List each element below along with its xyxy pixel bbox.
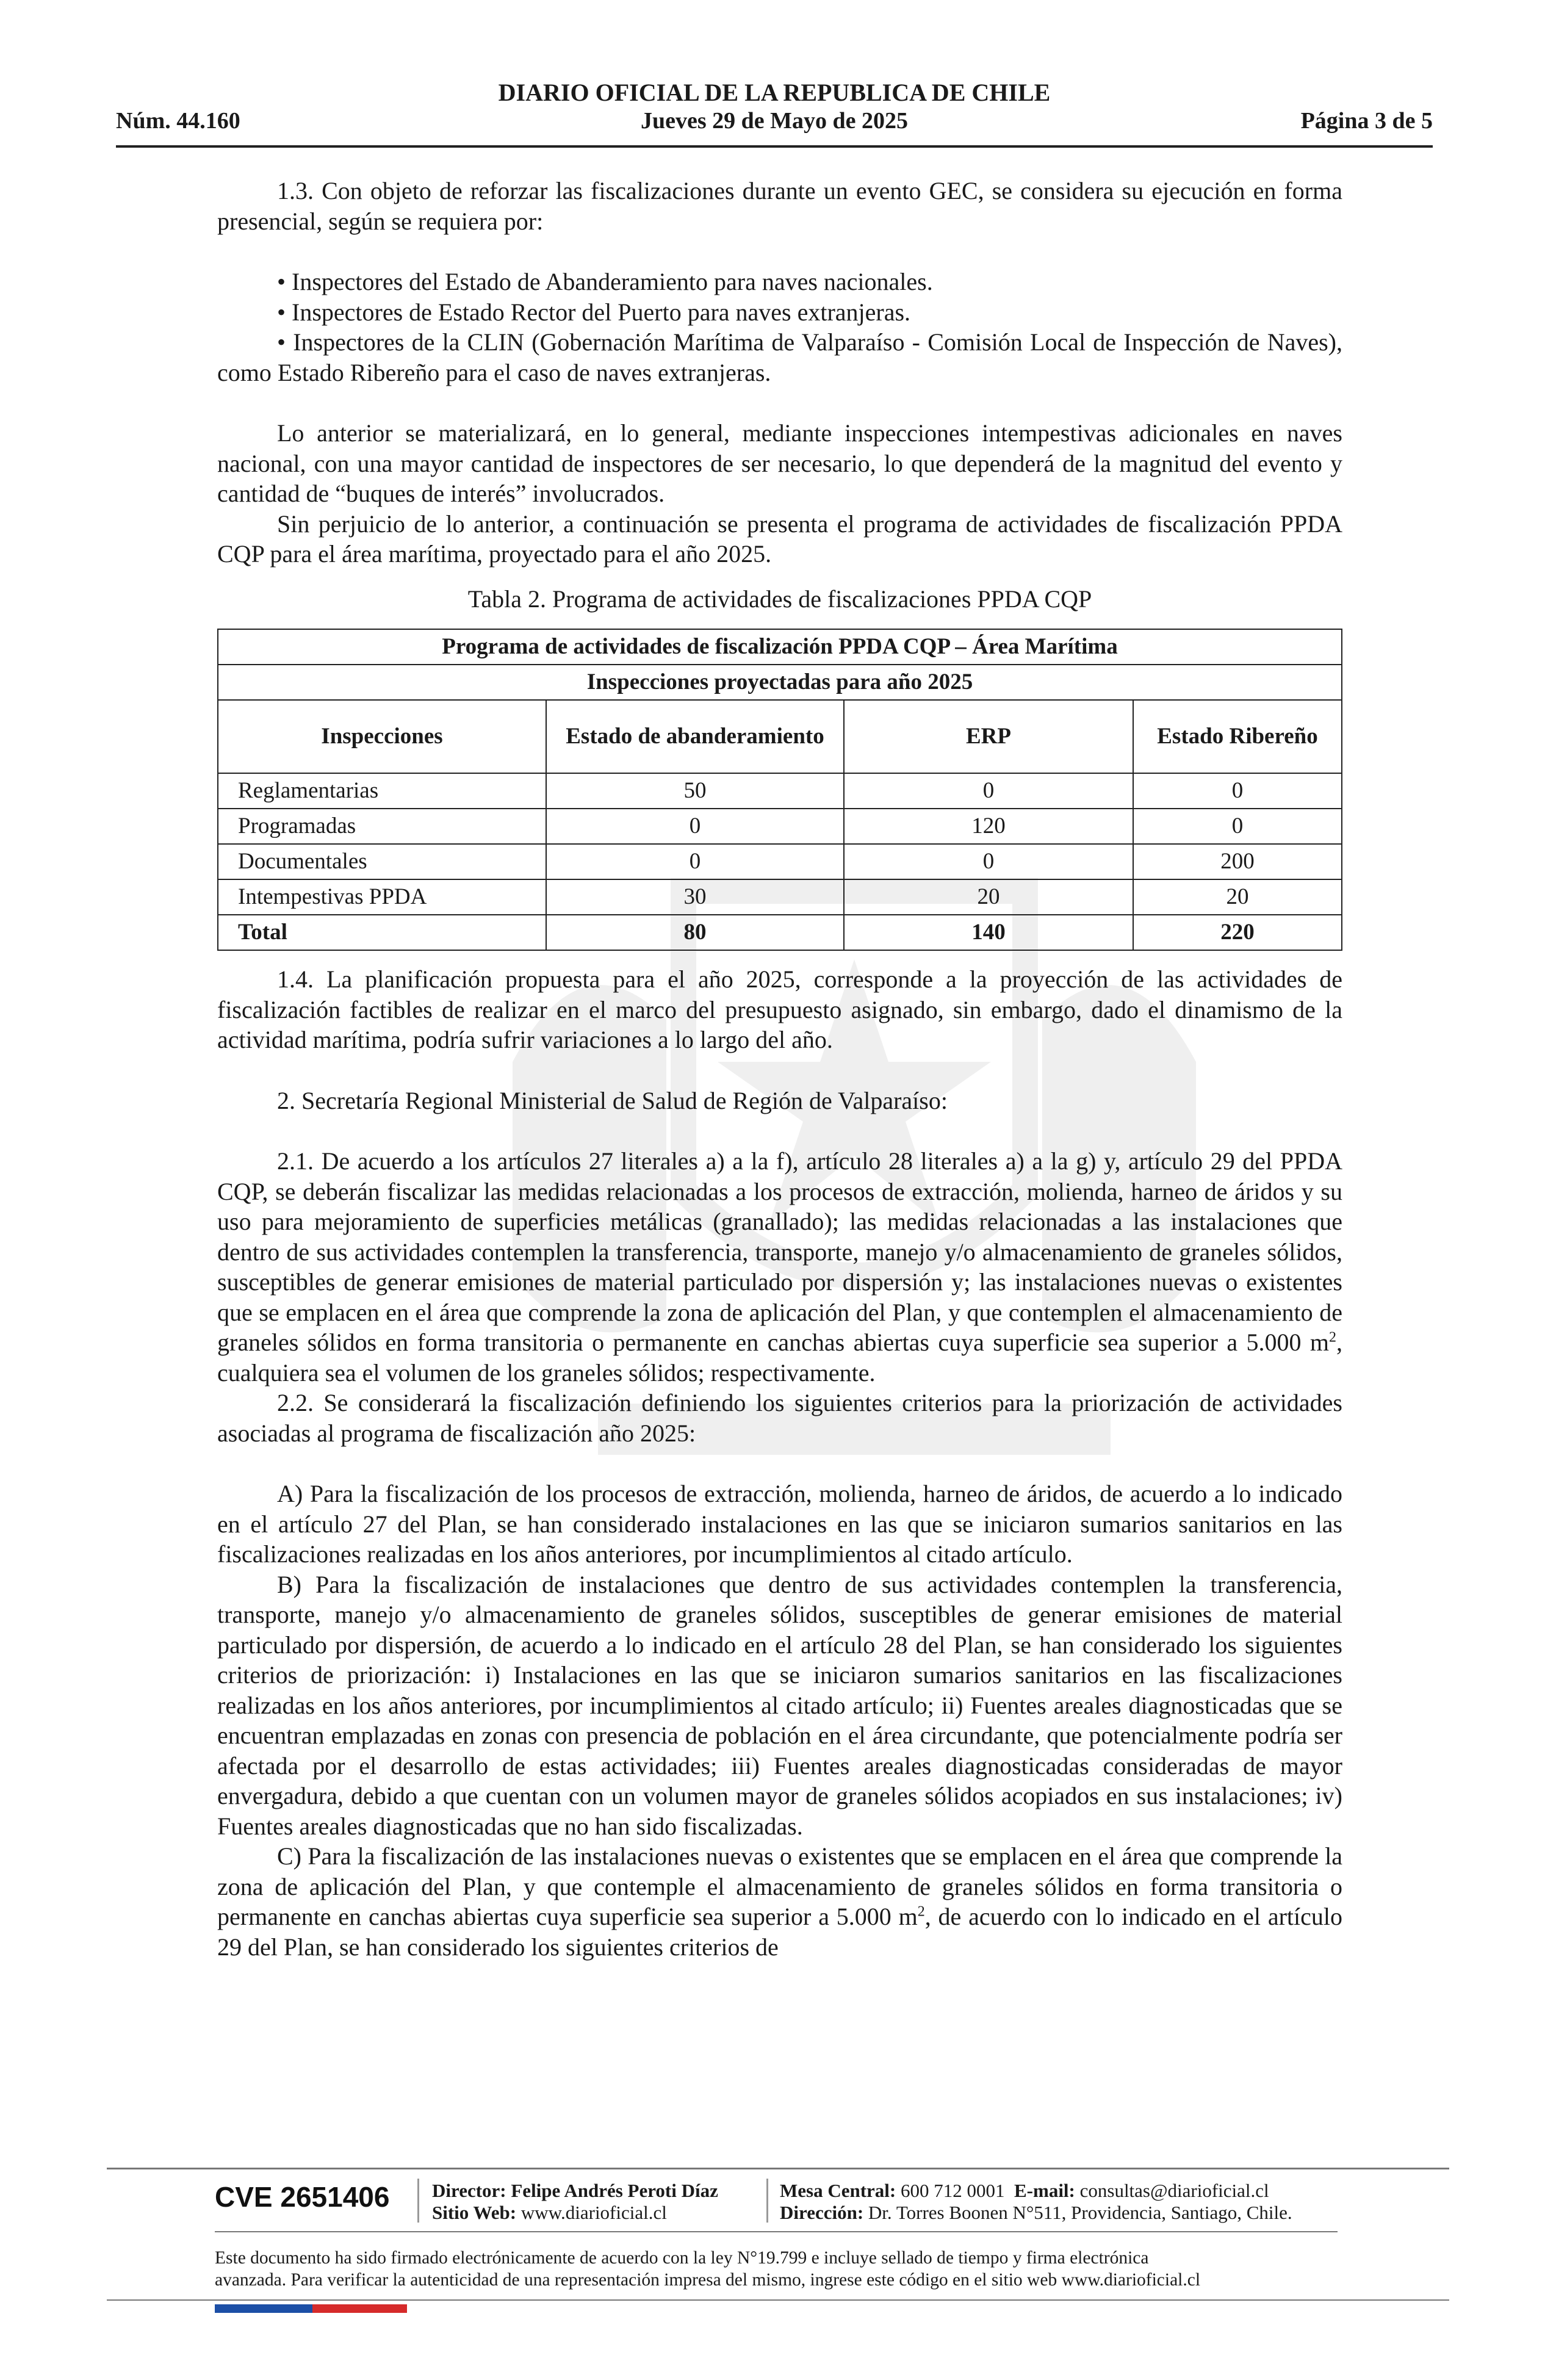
paragraph-b: B) Para la fiscalización de instalaciones que dentro de sus actividades contemplen la transferencia, transporte, manejo y/o almacenamiento de graneles sólidos, susceptibles de generar emisiones de material particulado por dispersión, de acuerdo a lo indicado en el artículo 28 del Plan, se han considerado los siguientes criterios de priorización: i) Instalaciones en las que se iniciaron sumarios sanitarios en las fiscalizaciones realizadas en los años anteriores, por incumplimientos al citado artículo; ii) Fuentes areales diagnosticadas que se encuentran emplazadas en zonas con presencia de población en el área circundante, que potencialmente podría ser afectada por el desarrollo de estas actividades; iii) Fuentes areales diagnosticadas consideradas de mayor envergadura, debido a que cuentan con un volumen mayor de graneles sólidos acopiados en sus instalaciones; iv) Fuentes areales diagnosticadas que no han sido fiscalizadas. — [217, 1570, 1342, 1840]
issue-number: Núm. 44.160 — [116, 108, 240, 134]
paragraph-2-1-text: 2.1. De acuerdo a los artículos 27 literales a) a la f), artículo 28 literales a) a la g) y, artículo 29 del PPDA CQP, se deberán fiscalizar las medidas relacionadas a los procesos de extracción, molienda, harneo de áridos y su uso para mejoramiento de superficies metálicas (granallado); las medidas relacionadas a las instalaciones que dentro de sus actividades contemplen la transferencia, transporte, manejo y/o almacenamiento de graneles sólidos, susceptibles de generar emisiones de material particulado por dispersión y; las instalaciones nuevas o existentes que se emplacen en el área que comprende la zona de aplicación del Plan, y que contemplen el almacenamiento de graneles sólidos en forma transitoria o permanente en canchas abiertas cuya superficie sea superior a 5.000 m — [217, 1147, 1342, 1356]
superscript: 2 — [917, 1903, 925, 1920]
issue-date: Jueves 29 de Mayo de 2025 — [640, 108, 909, 134]
signature-note-line: avanzada. Para verificar la autenticidad de una representación impresa del mismo, ingrese este código en el sitio web www.diarioficial.cl — [215, 2270, 1201, 2290]
signature-note-line: Este documento ha sido firmado electrónicamente de acuerdo con la ley N°19.799 e incluye sellado de tiempo y firma electrónica — [215, 2248, 1149, 2268]
footer-divider — [107, 2168, 1449, 2169]
table-cell: 140 — [844, 915, 1133, 950]
web-label: Sitio Web: — [432, 2202, 517, 2223]
flag-stripe-blue — [215, 2304, 312, 2313]
footer-separator — [766, 2179, 768, 2223]
table-title: Programa de actividades de fiscalización PPDA CQP – Área Marítima — [218, 629, 1342, 665]
table-row — [218, 809, 1342, 844]
director-name: Felipe Andrés Peroti Díaz — [511, 2180, 718, 2201]
paragraph-1-3: 1.3. Con objeto de reforzar las fiscalizaciones durante un evento GEC, se considera su ejecución en forma presencial, según se requiera por: — [217, 177, 1342, 235]
table-caption: Tabla 2. Programa de actividades de fiscalizaciones PPDA CQP — [467, 585, 1092, 613]
signature-note — [215, 2247, 1344, 2291]
email-link[interactable]: consultas@diarioficial.cl — [1079, 2180, 1269, 2201]
page-header — [116, 78, 1433, 148]
table-row — [218, 773, 1342, 809]
footer-divider — [215, 2231, 1338, 2232]
page-number: Página 3 de 5 — [1300, 108, 1433, 134]
address-label: Dirección: — [780, 2202, 864, 2223]
table-cell: Intempestivas PPDA — [218, 879, 546, 915]
column-header: ERP — [844, 700, 1133, 773]
paragraph-2-1 — [217, 1146, 1342, 1388]
table-cell: 80 — [546, 915, 844, 950]
table-cell: 0 — [844, 773, 1133, 809]
footer-contact-block — [780, 2180, 1292, 2224]
table-subtitle: Inspecciones proyectadas para año 2025 — [218, 665, 1342, 700]
table-cell: 20 — [1133, 879, 1342, 915]
table-row — [218, 879, 1342, 915]
paragraph-c-text: C) Para la fiscalización de las instalaciones nuevas o existentes que se emplacen en el área que comprende la zona de aplicación del Plan, y que contemple el almacenamiento de graneles sólidos en forma transitoria o permanente en canchas abiertas cuya superficie sea superior a 5.000 m — [217, 1842, 1342, 1930]
table-cell: 50 — [546, 773, 844, 809]
table-cell: 0 — [844, 844, 1133, 879]
inspection-program-table — [217, 629, 1342, 951]
publication-title: DIARIO OFICIAL DE LA REPUBLICA DE CHILE — [498, 79, 1051, 106]
table-cell: 0 — [1133, 773, 1342, 809]
table-cell: 30 — [546, 879, 844, 915]
email-label: E-mail: — [1014, 2180, 1075, 2201]
column-header: Inspecciones — [218, 700, 546, 773]
paragraph-a: A) Para la fiscalización de los procesos de extracción, molienda, harneo de áridos, de acuerdo a lo indicado en el artículo 27 del Plan, se han considerado instalaciones en las que se iniciaron sumarios sanitarios en las fiscalizaciones realizadas en los años anteriores, por incumplimientos al citado artículo. — [217, 1480, 1342, 1568]
paragraph-2: 2. Secretaría Regional Ministerial de Salud de Región de Valparaíso: — [277, 1086, 948, 1114]
paragraph-2-2: 2.2. Se considerará la fiscalización definiendo los siguientes criterios para la priorización de actividades asociadas al programa de fiscalización año 2025: — [217, 1389, 1342, 1447]
table-cell: 0 — [546, 809, 844, 844]
phone-label: Mesa Central: — [780, 2180, 896, 2201]
cve-code: CVE 2651406 — [215, 2181, 390, 2213]
footer-separator — [417, 2179, 419, 2223]
column-header: Estado de abanderamiento — [546, 700, 844, 773]
paragraph-sin-perjuicio: Sin perjuicio de lo anterior, a continuación se presenta el programa de actividades de fiscalización PPDA CQP para el área marítima, proyectado para el año 2025. — [217, 510, 1342, 568]
table-cell: 200 — [1133, 844, 1342, 879]
website-link[interactable]: www.diarioficial.cl — [520, 2202, 667, 2223]
paragraph-c — [217, 1841, 1342, 1962]
bullet-item: • Inspectores del Estado de Abanderamiento para naves nacionales. — [277, 268, 933, 295]
table-cell: 0 — [546, 844, 844, 879]
phone-number: 600 712 0001 — [901, 2180, 1005, 2201]
bullet-item: • Inspectores de la CLIN (Gobernación Marítima de Valparaíso - Comisión Local de Inspección de Naves), como Estado Ribereño para el caso de naves extranjeras. — [217, 328, 1342, 386]
paragraph-c-text-end: , de acuerdo con lo indicado en el artículo 29 del Plan, se han considerado los siguientes criterios de — [217, 1903, 1342, 1961]
flag-stripe-red — [312, 2304, 407, 2313]
table-cell: 120 — [844, 809, 1133, 844]
table-total-row — [218, 915, 1342, 950]
footer-director-block — [432, 2180, 718, 2224]
table-cell: Programadas — [218, 809, 546, 844]
director-label: Director: — [432, 2180, 506, 2201]
bullet-item: • Inspectores de Estado Rector del Puerto para naves extranjeras. — [277, 298, 911, 326]
column-header: Estado Ribereño — [1133, 700, 1342, 773]
footer-divider — [107, 2299, 1449, 2301]
table-cell: 20 — [844, 879, 1133, 915]
address: Dr. Torres Boonen N°511, Providencia, Santiago, Chile. — [868, 2202, 1292, 2223]
paragraph-2-1-text-end: , cualquiera sea el volumen de los graneles sólidos; respectivamente. — [217, 1329, 1342, 1387]
superscript: 2 — [1329, 1329, 1336, 1346]
table-cell: Total — [218, 915, 546, 950]
table-cell: 0 — [1133, 809, 1342, 844]
paragraph-lo-anterior: Lo anterior se materializará, en lo general, mediante inspecciones intempestivas adicionales en naves nacional, con una mayor cantidad de inspectores de ser necesario, lo que dependerá de la magnitud del evento y cantidad de “buques de interés” involucrados. — [217, 419, 1342, 507]
table-row — [218, 844, 1342, 879]
paragraph-1-4: 1.4. La planificación propuesta para el año 2025, corresponde a la proyección de las actividades de fiscalización factibles de realizar en el marco del presupuesto asignado, sin embargo, dado el dinamismo de la actividad marítima, podría sufrir variaciones a lo largo del año. — [217, 965, 1342, 1053]
table-cell: 220 — [1133, 915, 1342, 950]
table-cell: Reglamentarias — [218, 773, 546, 809]
document-body — [217, 176, 1342, 1962]
table-cell: Documentales — [218, 844, 546, 879]
